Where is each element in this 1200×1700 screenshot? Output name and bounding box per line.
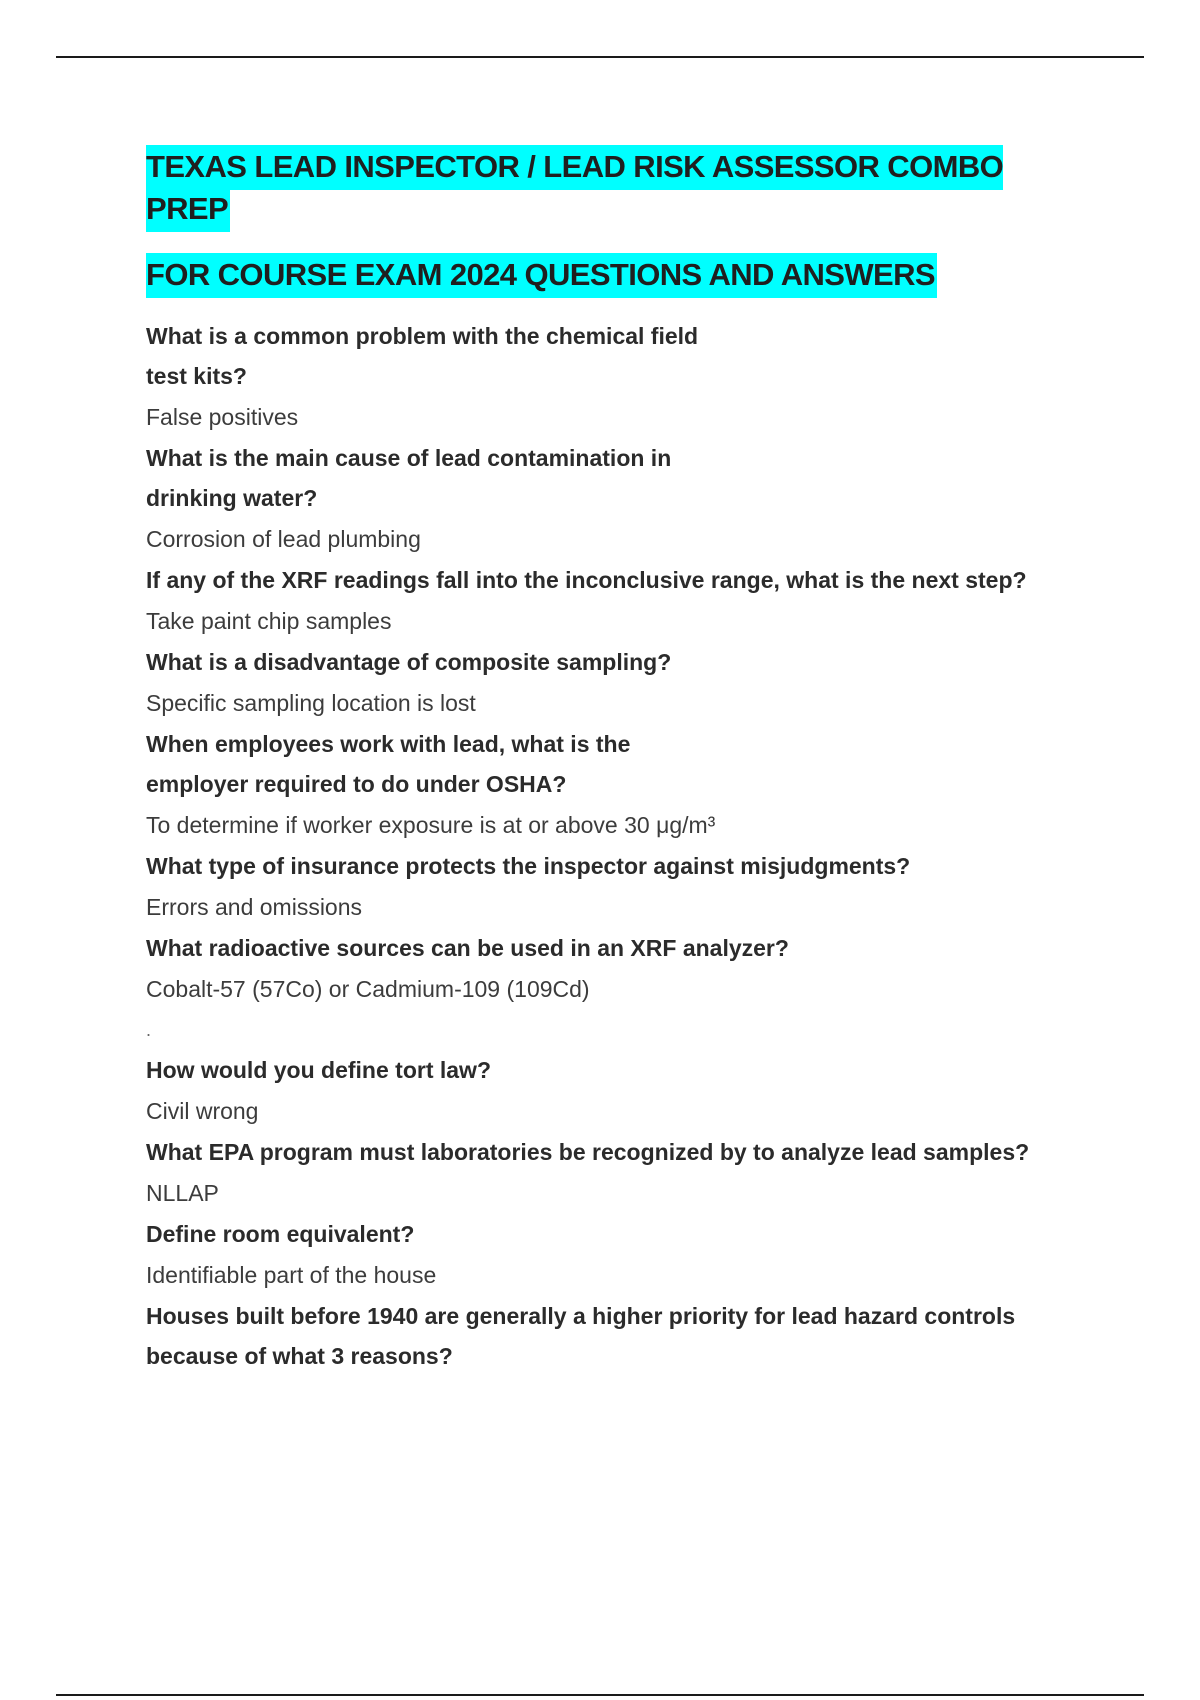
answer-5: To determine if worker exposure is at or above 30 μg/m³ <box>146 812 716 838</box>
question-2-line-1: What is the main cause of lead contamination in <box>146 445 672 471</box>
question-9: What EPA program must laboratories be recognized by to analyze lead samples? <box>146 1139 1030 1165</box>
question-1-line-2: test kits? <box>146 363 247 389</box>
answer-9: NLLAP <box>146 1180 219 1206</box>
question-8: How would you define tort law? <box>146 1057 491 1083</box>
question-7: What radioactive sources can be used in an XRF analyzer? <box>146 935 789 961</box>
title-line-1-text: TEXAS LEAD INSPECTOR / LEAD RISK ASSESSOR COMBO PREP <box>146 145 1003 232</box>
question-2-line-2: drinking water? <box>146 485 318 511</box>
answer-3: Take paint chip samples <box>146 608 392 634</box>
document-title <box>146 146 1086 320</box>
title-line-2-text: FOR COURSE EXAM 2024 QUESTIONS AND ANSWERS <box>146 253 937 298</box>
question-3: If any of the XRF readings fall into the inconclusive range, what is the next step? <box>146 567 1027 593</box>
question-5-line-2: employer required to do under OSHA? <box>146 771 567 797</box>
answer-8: Civil wrong <box>146 1098 259 1124</box>
bottom-rule <box>56 1694 1144 1696</box>
question-6: What type of insurance protects the inspector against misjudgments? <box>146 853 911 879</box>
question-1-line-1: What is a common problem with the chemical field <box>146 323 699 349</box>
question-11-line-1: Houses built before 1940 are generally a higher priority for lead hazard controls <box>146 1303 1016 1329</box>
question-11-line-2: because of what 3 reasons? <box>146 1343 453 1369</box>
question-5-line-1: When employees work with lead, what is the <box>146 731 631 757</box>
qa-list <box>146 316 1086 1376</box>
question-4: What is a disadvantage of composite sampling? <box>146 649 672 675</box>
top-rule <box>56 56 1144 58</box>
question-10: Define room equivalent? <box>146 1221 415 1247</box>
answer-2: Corrosion of lead plumbing <box>146 526 421 552</box>
separator-dot: . <box>146 1020 152 1040</box>
answer-7: Cobalt-57 (57Co) or Cadmium-109 (109Cd) <box>146 976 590 1002</box>
title-line-2 <box>146 254 1086 296</box>
answer-1: False positives <box>146 404 299 430</box>
answer-4: Specific sampling location is lost <box>146 690 476 716</box>
answer-6: Errors and omissions <box>146 894 363 920</box>
title-line-1 <box>146 146 1086 230</box>
answer-10: Identifiable part of the house <box>146 1262 437 1288</box>
